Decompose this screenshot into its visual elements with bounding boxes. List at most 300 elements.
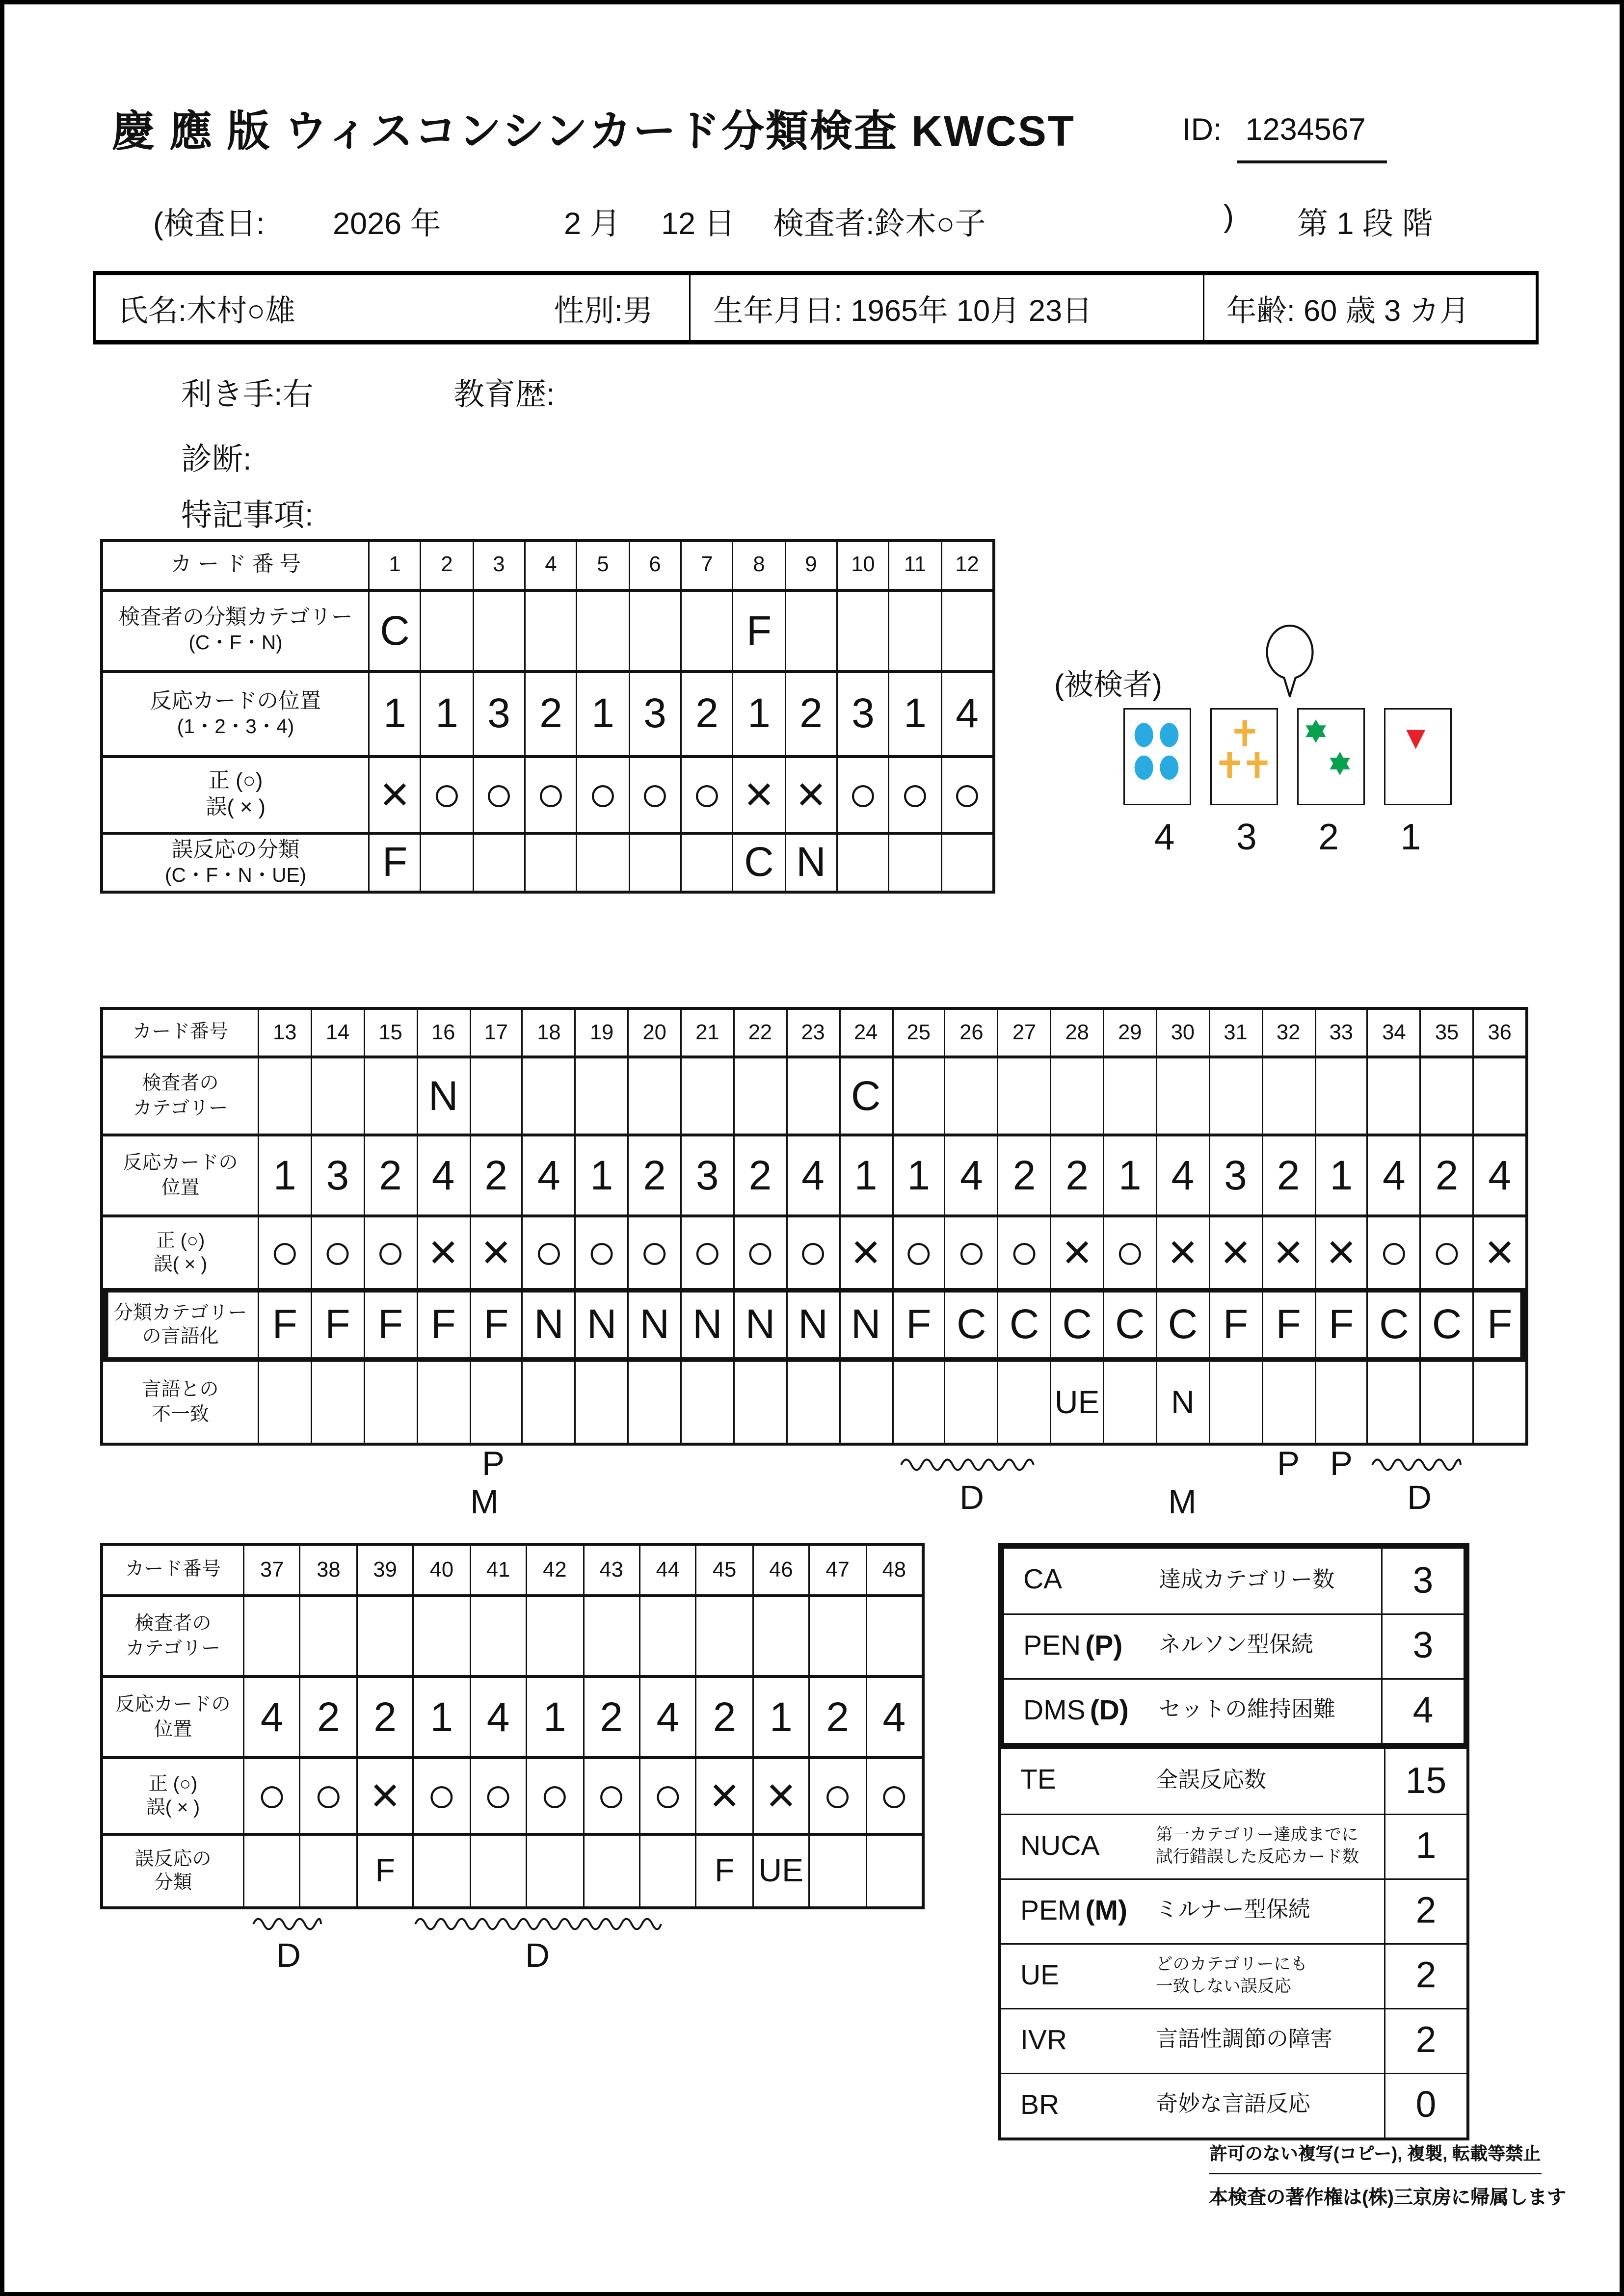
card-number-cell: 17 <box>469 1010 522 1056</box>
score-value: 15 <box>1384 1749 1466 1814</box>
verbal-mismatch-cell <box>363 1362 416 1443</box>
card-number-cell: 24 <box>839 1010 892 1056</box>
summary-row-dms: DMS (D) セットの維持困難 4 <box>1004 1678 1464 1743</box>
card-number-cell: 13 <box>258 1010 311 1056</box>
verbal-mismatch-cell <box>839 1362 892 1443</box>
examiner-category-cell <box>1367 1058 1420 1134</box>
verbalization-cell: F <box>1208 1293 1261 1357</box>
card-number-cell: 23 <box>786 1010 839 1056</box>
examiner-category-row <box>103 589 992 670</box>
row-label-verbalization: 分類カテゴリー の言語化 <box>113 1301 247 1347</box>
examiner-category-cell <box>1420 1058 1473 1134</box>
stimulus-cards <box>1123 708 1452 805</box>
score-code: PEM <box>1020 1895 1081 1927</box>
card-number-cell: 9 <box>784 542 836 589</box>
verbal-mismatch-cell <box>1472 1362 1525 1443</box>
correct-mark-cell: ○ <box>311 1217 364 1288</box>
verbalization-cell: F <box>892 1293 945 1357</box>
correct-mark-cell: ○ <box>363 1217 416 1288</box>
response-position-cell: 4 <box>243 1678 299 1756</box>
card-number-cell: 25 <box>892 1010 945 1056</box>
card-number-cell: 40 <box>413 1546 469 1594</box>
examiner-category-cell <box>469 1058 522 1134</box>
examiner-category-cell <box>363 1058 416 1134</box>
response-position-cell: 1 <box>420 673 472 755</box>
correct-mark-cell: ○ <box>1103 1217 1156 1288</box>
patient-info-box <box>93 271 1539 344</box>
response-position-cell: 3 <box>472 673 524 755</box>
verbal-mismatch-cell <box>627 1362 680 1443</box>
exam-month: 2 月 <box>564 208 621 241</box>
verbalization-cell: N <box>680 1293 733 1357</box>
card-number-cell: 18 <box>522 1010 575 1056</box>
verbal-mismatch-cell <box>1208 1362 1261 1443</box>
patient-birthdate: 生年月日: 1965年 10月 23日 <box>713 294 1092 328</box>
card-number-cell: 21 <box>680 1010 733 1056</box>
correct-mark-cell: × <box>1314 1217 1367 1288</box>
examiner-category-cell <box>522 1058 575 1134</box>
response-position-cell: 2 <box>733 1136 786 1214</box>
stimulus-card-1-red-triangle-icon <box>1384 708 1452 805</box>
copyright-footer <box>1209 2140 1567 2210</box>
correct-mark-cell: ○ <box>627 1217 680 1288</box>
notes-label: 特記事項: <box>181 499 314 533</box>
score-code: IVR <box>1020 2025 1067 2056</box>
summary-row-pen: PEN (P) ネルソン型保続 3 <box>1004 1613 1464 1678</box>
summary-lower-box <box>998 1749 1469 2140</box>
score-value: 3 <box>1381 1549 1464 1613</box>
education-label: 教育歴: <box>453 378 555 412</box>
correct-mark-cell: × <box>695 1759 752 1833</box>
correct-mark-cell: × <box>784 758 836 832</box>
card-number-cell: 32 <box>1261 1010 1314 1056</box>
response-position-cell: 1 <box>888 673 940 755</box>
examiner-category-cell <box>892 1058 945 1134</box>
score-desc: 達成カテゴリー数 <box>1159 1567 1335 1592</box>
correct-error-row <box>103 1756 922 1833</box>
correct-mark-cell: ○ <box>469 1759 526 1833</box>
verbalization-cell: N <box>839 1293 892 1357</box>
response-position-cell: 1 <box>752 1678 808 1756</box>
examiner-category-cell <box>356 1597 412 1675</box>
error-class-cell <box>243 1836 299 1906</box>
correct-mark-cell: ○ <box>583 1759 639 1833</box>
correct-mark-cell: × <box>1208 1217 1261 1288</box>
response-position-cell: 1 <box>575 1136 628 1214</box>
set-loss-squiggle-icon <box>252 1912 324 1939</box>
response-position-row <box>103 1134 1525 1214</box>
response-position-cell: 2 <box>299 1678 356 1756</box>
id-label: ID: <box>1182 113 1222 147</box>
examiner-category-cell <box>1156 1058 1209 1134</box>
examiner-category-cell <box>413 1597 469 1675</box>
response-position-cell: 1 <box>1103 1136 1156 1214</box>
error-class-cell <box>469 1836 526 1906</box>
card-number-cell: 37 <box>243 1546 299 1594</box>
error-class-cell <box>865 1836 922 1906</box>
response-position-cell: 2 <box>695 1678 752 1756</box>
verbalization-cell: F <box>363 1293 416 1357</box>
verbal-mismatch-cell <box>997 1362 1050 1443</box>
examiner-category-cell <box>258 1058 311 1134</box>
stimulus-card-number: 2 <box>1318 817 1339 858</box>
response-position-cell: 1 <box>413 1678 469 1756</box>
handedness-label: 利き手:右 <box>181 378 314 412</box>
correct-mark-cell: ○ <box>299 1759 356 1833</box>
score-desc: ネルソン型保続 <box>1159 1633 1314 1658</box>
row-label-correct-error: 正 (○) 誤( × ) <box>205 769 266 820</box>
correct-mark-cell: × <box>1261 1217 1314 1288</box>
verbal-mismatch-cell <box>1420 1362 1473 1443</box>
no-copy-notice: 許可のない複写(コピー), 複製, 転載等禁止 <box>1209 2143 1541 2164</box>
score-value: 4 <box>1381 1680 1464 1743</box>
copyright-notice: 本検査の著作権は(株)三京房に帰属します <box>1209 2186 1567 2208</box>
error-class-cell <box>583 1836 639 1906</box>
card-number-cell: 39 <box>356 1546 412 1594</box>
verbalization-cell: C <box>1050 1293 1103 1357</box>
exam-day: 12 日 <box>661 208 735 241</box>
exam-year: 2026 年 <box>333 208 441 241</box>
close-paren: ) <box>1224 200 1234 234</box>
response-position-cell: 3 <box>1208 1136 1261 1214</box>
card-number-row <box>103 1546 922 1594</box>
verbal-mismatch-cell <box>786 1362 839 1443</box>
score-desc: 全誤反応数 <box>1156 1767 1267 1793</box>
exam-date-line <box>4 200 1624 244</box>
response-position-cell: 2 <box>1420 1136 1473 1214</box>
examiner-category-cell: C <box>839 1058 892 1134</box>
verbal-mismatch-cell <box>522 1362 575 1443</box>
error-class-cell: F <box>695 1836 752 1906</box>
card-number-cell: 48 <box>865 1546 922 1594</box>
set-maintenance-difficulty-mark: D <box>959 1478 984 1516</box>
card-number-cell: 1 <box>368 542 420 589</box>
score-value: 2 <box>1384 1945 1466 2008</box>
error-class-cell <box>413 1836 469 1906</box>
examiner-category-cell <box>888 592 940 670</box>
examiner-category-cell <box>583 1597 639 1675</box>
error-class-cell <box>420 835 472 891</box>
verbalization-cell: F <box>311 1293 364 1357</box>
set-loss-squiggle-icon <box>900 1453 1035 1479</box>
card-number-cell: 30 <box>1156 1010 1209 1056</box>
nelson-perseveration-mark: P <box>1277 1444 1300 1482</box>
error-class-row <box>103 1833 922 1906</box>
card-number-cell: 28 <box>1050 1010 1103 1056</box>
response-position-cell: 2 <box>808 1678 865 1756</box>
card-number-cell: 19 <box>575 1010 628 1056</box>
verbal-mismatch-cell <box>1314 1362 1367 1443</box>
error-class-cell <box>680 835 732 891</box>
verbalization-cell: N <box>627 1293 680 1357</box>
error-class-cell <box>576 835 628 891</box>
verbalization-cell: C <box>1420 1293 1473 1357</box>
correct-mark-cell: × <box>752 1759 808 1833</box>
response-position-cell: 2 <box>997 1136 1050 1214</box>
examiner-category-cell <box>1261 1058 1314 1134</box>
set-maintenance-difficulty-mark: D <box>276 1936 301 1974</box>
patient-name-cell <box>96 275 690 340</box>
error-class-cell <box>808 1836 865 1906</box>
examiner-category-cell <box>752 1597 808 1675</box>
examiner-category-cell <box>808 1597 865 1675</box>
correct-mark-cell: ○ <box>243 1759 299 1833</box>
error-class-cell: C <box>732 835 784 891</box>
examiner-category-cell <box>680 1058 733 1134</box>
examiner-category-cell <box>680 592 732 670</box>
examinee-position-balloon-icon <box>1265 624 1315 708</box>
score-desc: 第一カテゴリー達成までに <box>1156 1827 1358 1845</box>
response-position-cell: 4 <box>469 1678 526 1756</box>
examiner-category-cell <box>784 592 836 670</box>
examiner-category-cell <box>1208 1058 1261 1134</box>
examiner-category-cell <box>524 592 576 670</box>
stimulus-card-numbers <box>1123 817 1452 860</box>
row-label-examiner-category: 検査者の カテゴリー <box>133 1072 228 1118</box>
correct-mark-cell: ○ <box>524 758 576 832</box>
response-position-cell: 4 <box>639 1678 695 1756</box>
response-position-cell: 1 <box>839 1136 892 1214</box>
verbal-mismatch-cell <box>944 1362 997 1443</box>
score-code: UE <box>1020 1960 1060 1991</box>
examiner-category-cell <box>865 1597 922 1675</box>
examiner-category-cell <box>836 592 888 670</box>
row-label-error-class: 誤反応の分類 (C・F・N・UE) <box>165 838 306 886</box>
card-number-cell: 3 <box>472 542 524 589</box>
correct-mark-cell: ○ <box>522 1217 575 1288</box>
error-class-cell <box>299 1836 356 1906</box>
row-label-verbal-mismatch: 言語との 不一致 <box>142 1378 219 1425</box>
set-maintenance-difficulty-mark: D <box>525 1936 550 1974</box>
row-label-examiner-category: 検査者の分類カテゴリー (C・F・N) <box>118 607 353 654</box>
correct-mark-cell: × <box>416 1217 469 1288</box>
response-position-cell: 3 <box>311 1136 364 1214</box>
summary-row-te <box>1001 1749 1466 1814</box>
correct-mark-cell: ○ <box>944 1217 997 1288</box>
score-code: DMS <box>1023 1695 1086 1726</box>
verbalization-cell: C <box>1103 1293 1156 1357</box>
examiner-category-cell <box>299 1597 356 1675</box>
set-loss-squiggle-icon <box>414 1912 664 1939</box>
correct-mark-cell: ○ <box>888 758 940 832</box>
error-class-row <box>103 832 992 891</box>
card-number-cell: 2 <box>420 542 472 589</box>
correct-mark-cell: ○ <box>526 1759 582 1833</box>
verbalization-row <box>103 1288 1525 1362</box>
correct-mark-cell: × <box>839 1217 892 1288</box>
correct-mark-cell: ○ <box>472 758 524 832</box>
error-class-cell <box>472 835 524 891</box>
verbal-mismatch-cell <box>1261 1362 1314 1443</box>
error-class-cell <box>888 835 940 891</box>
verbal-mismatch-row <box>103 1362 1525 1443</box>
stimulus-card-number: 3 <box>1236 817 1257 858</box>
response-position-cell: 1 <box>576 673 628 755</box>
correct-mark-cell: × <box>356 1759 412 1833</box>
diagnosis-label: 診断: <box>181 443 252 477</box>
correct-mark-cell: × <box>1472 1217 1525 1288</box>
examiner-category-cell <box>1103 1058 1156 1134</box>
summary-row-ue: UE どのカテゴリーにも 一致しない誤反応 2 <box>1001 1943 1466 2008</box>
examiner-category-cell <box>1472 1058 1525 1134</box>
verbal-mismatch-cell <box>733 1362 786 1443</box>
summary-highlight-box <box>998 1543 1469 1749</box>
patient-sex: 性別:男 <box>554 294 653 328</box>
correct-mark-cell: ○ <box>639 1759 695 1833</box>
set-loss-squiggle-icon <box>1371 1453 1464 1479</box>
card-number-cell: 46 <box>752 1546 808 1594</box>
verbal-mismatch-cell <box>416 1362 469 1443</box>
response-position-cell: 4 <box>1367 1136 1420 1214</box>
error-class-cell <box>628 835 680 891</box>
card-number-cell: 6 <box>628 542 680 589</box>
correct-mark-cell: ○ <box>680 1217 733 1288</box>
response-position-cell: 4 <box>786 1136 839 1214</box>
correct-mark-cell: ○ <box>836 758 888 832</box>
verbalization-cell: F <box>469 1293 522 1357</box>
verbalization-cell: F <box>1472 1293 1525 1357</box>
examiner-category-cell: N <box>416 1058 469 1134</box>
trial-table-1-12 <box>100 539 995 894</box>
card-number-cell: 35 <box>1420 1010 1473 1056</box>
response-position-cell: 2 <box>583 1678 639 1756</box>
stimulus-card-2-green-stars-icon <box>1297 708 1365 805</box>
verbalization-cell: N <box>733 1293 786 1357</box>
verbal-mismatch-cell <box>680 1362 733 1443</box>
examiner-category-cell <box>944 1058 997 1134</box>
card-number-cell: 16 <box>416 1010 469 1056</box>
response-position-cell: 4 <box>940 673 992 755</box>
card-number-cell: 31 <box>1208 1010 1261 1056</box>
examinee-label: (被検者) <box>1054 670 1162 702</box>
summary-row-ca <box>1004 1549 1464 1613</box>
patient-age-cell <box>1203 275 1536 340</box>
score-value: 2 <box>1384 2009 1466 2073</box>
response-position-cell: 4 <box>522 1136 575 1214</box>
summary-row-pem: PEM (M) ミルナー型保続 2 <box>1001 1878 1466 1943</box>
row-label-card-number: カ ー ド 番 号 <box>170 553 301 577</box>
row-label-response-position: 反応カードの 位置 <box>115 1693 231 1740</box>
footer-divider <box>1209 2173 1542 2174</box>
response-position-cell: 2 <box>469 1136 522 1214</box>
examiner-category-cell <box>1314 1058 1367 1134</box>
card-number-cell: 15 <box>363 1010 416 1056</box>
correct-mark-cell: ○ <box>628 758 680 832</box>
examiner-category-cell <box>311 1058 364 1134</box>
correct-mark-cell: ○ <box>413 1759 469 1833</box>
correct-mark-cell: ○ <box>865 1759 922 1833</box>
examiner-category-cell <box>420 592 472 670</box>
score-desc: セットの維持困難 <box>1159 1697 1336 1723</box>
card-number-cell: 22 <box>733 1010 786 1056</box>
examiner-category-cell <box>786 1058 839 1134</box>
card-number-cell: 44 <box>639 1546 695 1594</box>
correct-mark-cell: ○ <box>680 758 732 832</box>
response-position-cell: 4 <box>1156 1136 1209 1214</box>
summary-row-nuca: NUCA 第一カテゴリー達成までに 試行錯誤した反応カード数 1 <box>1001 1814 1466 1878</box>
response-position-cell: 2 <box>524 673 576 755</box>
correct-mark-cell: × <box>732 758 784 832</box>
examiner-category-cell <box>733 1058 786 1134</box>
summary-score-table <box>998 1543 1469 2140</box>
summary-row-br <box>1001 2073 1466 2138</box>
row-label-response-position: 反応カードの位置 (1・2・3・4) <box>150 689 321 737</box>
score-code: TE <box>1020 1765 1056 1796</box>
examiner-category-cell <box>1050 1058 1103 1134</box>
correct-error-row <box>103 755 992 832</box>
examiner-category-cell <box>575 1058 628 1134</box>
card-number-cell: 14 <box>311 1010 364 1056</box>
response-position-cell: 1 <box>368 673 420 755</box>
response-position-cell: 1 <box>526 1678 582 1756</box>
error-class-cell: UE <box>752 1836 808 1906</box>
correct-mark-cell: ○ <box>575 1217 628 1288</box>
verbal-mismatch-cell <box>469 1362 522 1443</box>
examiner-category-row <box>103 1594 922 1675</box>
correct-mark-cell: × <box>368 758 420 832</box>
response-position-cell: 3 <box>628 673 680 755</box>
card-number-cell: 27 <box>997 1010 1050 1056</box>
patient-birth-cell <box>690 275 1203 340</box>
verbal-mismatch-cell <box>892 1362 945 1443</box>
response-position-cell: 2 <box>363 1136 416 1214</box>
verbalization-cell: N <box>522 1293 575 1357</box>
id-value: 1234567 <box>1237 113 1386 163</box>
verbal-mismatch-cell <box>1103 1362 1156 1443</box>
response-position-row <box>103 1675 922 1756</box>
correct-mark-cell: × <box>1156 1217 1209 1288</box>
error-class-cell: F <box>368 835 420 891</box>
stimulus-card-number: 1 <box>1400 817 1421 858</box>
response-position-row <box>103 670 992 755</box>
error-class-cell <box>526 1836 582 1906</box>
error-class-cell: N <box>784 835 836 891</box>
correct-mark-cell: ○ <box>997 1217 1050 1288</box>
response-position-cell: 2 <box>1261 1136 1314 1214</box>
response-position-cell: 2 <box>1050 1136 1103 1214</box>
stage-label: 第 1 段 階 <box>1297 208 1433 241</box>
correct-mark-cell: ○ <box>940 758 992 832</box>
card-number-cell: 45 <box>695 1546 752 1594</box>
score-code: PEN <box>1023 1630 1081 1662</box>
correct-mark-cell: ○ <box>1367 1217 1420 1288</box>
response-position-cell: 2 <box>784 673 836 755</box>
card-number-cell: 5 <box>576 542 628 589</box>
response-position-cell: 2 <box>680 673 732 755</box>
examiner-category-cell: C <box>368 592 420 670</box>
correct-mark-cell: ○ <box>808 1759 865 1833</box>
response-position-cell: 4 <box>865 1678 922 1756</box>
response-position-cell: 3 <box>836 673 888 755</box>
patient-age: 年齢: 60 歳 3 カ月 <box>1226 294 1470 328</box>
milner-perseveration-mark: M <box>470 1482 499 1521</box>
stimulus-card-3-yellow-crosses-icon <box>1210 708 1278 805</box>
response-position-cell: 4 <box>416 1136 469 1214</box>
correct-mark-cell: × <box>1050 1217 1103 1288</box>
score-desc: ミルナー型保続 <box>1156 1898 1311 1923</box>
card-number-cell: 12 <box>940 542 992 589</box>
response-position-cell: 1 <box>892 1136 945 1214</box>
row-label-error-class: 誤反応の 分類 <box>134 1847 212 1893</box>
nelson-perseveration-mark: P <box>1330 1444 1353 1482</box>
nelson-perseveration-mark: P <box>481 1444 505 1482</box>
examiner-category-cell: F <box>732 592 784 670</box>
verbal-mismatch-cell <box>258 1362 311 1443</box>
card-number-cell: 36 <box>1472 1010 1525 1056</box>
response-position-cell: 1 <box>258 1136 311 1214</box>
card-number-cell: 7 <box>680 542 732 589</box>
response-position-cell: 3 <box>680 1136 733 1214</box>
